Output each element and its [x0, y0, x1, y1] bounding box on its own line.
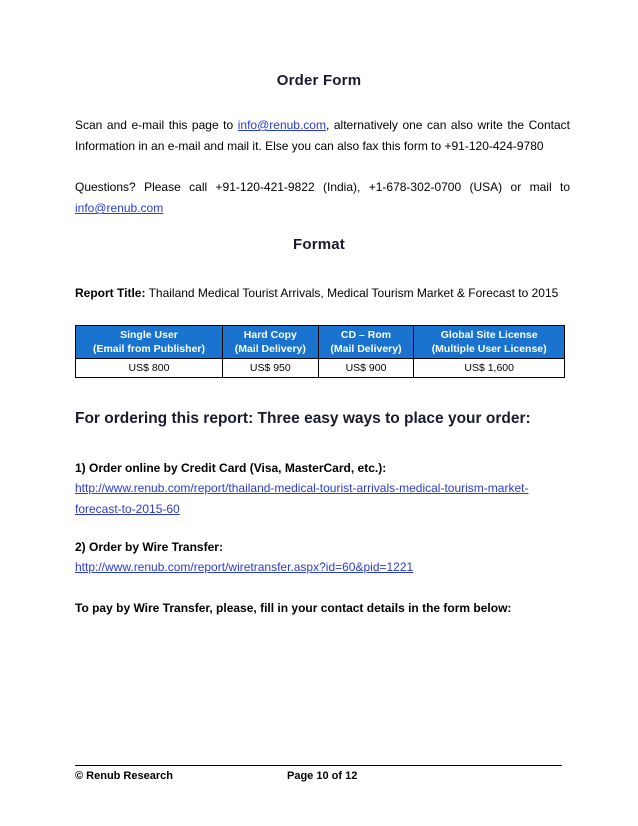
wire-instruction: To pay by Wire Transfer, please, fill in your contact details in the form below:: [75, 601, 512, 615]
price-table: [75, 325, 565, 378]
scan-text-2: , alternatively one can also write the Contact: [325, 118, 570, 132]
header-global-title: Global Site License: [440, 329, 538, 341]
format-title: Format: [292, 236, 346, 253]
scan-instructions-line2: Information in an e-mail and mail it. Else you can also fax this form to +91-120-424-9780: [75, 139, 544, 153]
price-table-row: [76, 359, 565, 378]
questions-line1: Questions? Please call +91-120-421-9822 (India), +1-678-302-0700 (USA) or mail to: [75, 180, 570, 194]
footer-copyright: © Renub Research: [75, 770, 173, 782]
header-hard-copy-title: Hard Copy: [243, 329, 297, 341]
option2-link[interactable]: http://www.renub.com/report/wiretransfer.aspx?id=60&pid=1221: [75, 560, 414, 574]
header-hard-copy: [222, 326, 318, 359]
questions-email-link[interactable]: info@renub.com: [75, 201, 164, 215]
header-hard-copy-sub: (Mail Delivery): [234, 343, 306, 355]
option2-label: 2) Order by Wire Transfer:: [75, 540, 223, 554]
option1-link-block: [75, 478, 570, 520]
questions-email-row: [75, 198, 570, 219]
option2-link-row: [75, 557, 570, 578]
header-single-user: [76, 326, 223, 359]
header-single-user-sub: (Email from Publisher): [92, 343, 205, 355]
price-table-header-row: [76, 326, 565, 359]
report-title-row: [75, 283, 570, 304]
price-hard-copy: US$ 950: [222, 359, 318, 378]
price-cd-rom: US$ 900: [318, 359, 414, 378]
header-cd-rom-title: CD – Rom: [340, 329, 392, 341]
header-global-site-license: [414, 326, 565, 359]
scan-text-1: Scan and e-mail this page to: [75, 118, 238, 132]
option1-label: 1) Order online by Credit Card (Visa, MasterCard, etc.):: [75, 461, 387, 475]
price-single-user: US$ 800: [76, 359, 223, 378]
header-global-sub: (Multiple User License): [431, 343, 547, 355]
footer-divider: [75, 765, 562, 766]
report-title-value: Thailand Medical Tourist Arrivals, Medical Tourism Market & Forecast to 2015: [145, 286, 559, 300]
footer-page-number: Page 10 of 12: [287, 770, 358, 782]
option1-link[interactable]: [75, 481, 528, 516]
order-form-title: Order Form: [276, 72, 362, 89]
scan-email-link[interactable]: info@renub.com: [237, 118, 326, 132]
header-cd-rom-sub: (Mail Delivery): [330, 343, 402, 355]
option1-link-line2: forecast-to-2015-60: [75, 502, 180, 516]
header-single-user-title: Single User: [120, 329, 178, 341]
report-title-label: Report Title:: [75, 286, 146, 300]
header-cd-rom: [318, 326, 414, 359]
scan-instructions-line1: [75, 115, 570, 136]
price-global-site-license: US$ 1,600: [414, 359, 565, 378]
option1-link-line1: http://www.renub.com/report/thailand-medical-tourist-arrivals-medical-tourism-market-: [75, 481, 529, 495]
ordering-heading: For ordering this report: Three easy ways to place your order:: [75, 410, 531, 427]
